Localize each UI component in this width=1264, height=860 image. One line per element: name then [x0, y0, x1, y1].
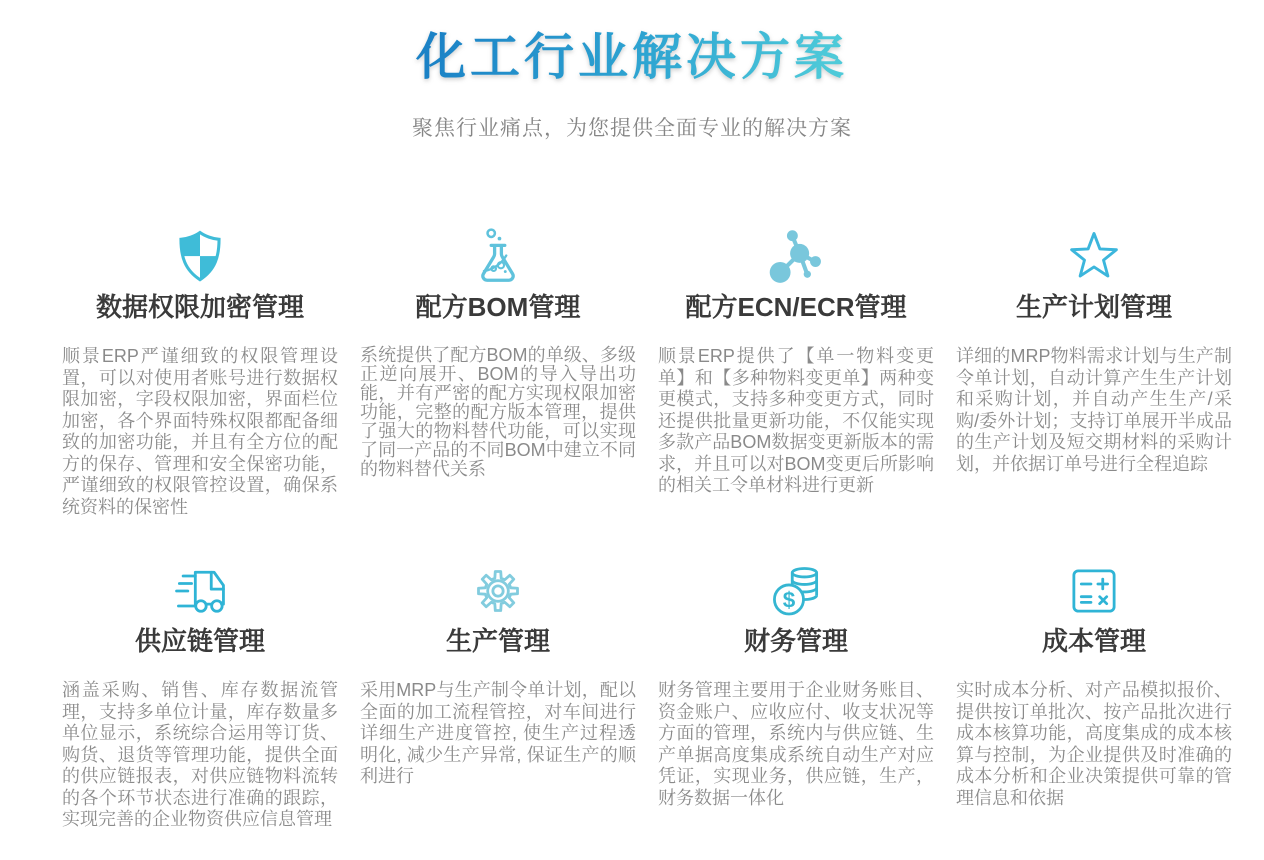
feature-card-finance: [658, 558, 934, 831]
feature-description: 财务管理主要用于企业财务账目、资金账户、应收应付、收支状况等方面的管理，系统内与供应链、生产单据高度集成系统自动生产对应凭证，实现业务，供应链，生产，财务数据一体化: [658, 680, 934, 808]
flask-icon: [360, 224, 636, 290]
feature-description: 顺景ERP严谨细致的权限管理设置，可以对使用者账号进行数据权限加密，字段权限加密，界面栏位加密，各个界面特殊权限都配备细致的加密功能，并且有全方位的配方的保存、管理和安全保密功能，严谨细致的权限管控设置，确保系统资料的保密性: [62, 346, 338, 517]
feature-title: 生产计划管理: [1015, 292, 1172, 322]
feature-description: 系统提供了配方BOM的单级、多级正逆向展开、BOM的导入导出功能，并有严密的配方实现权限加密功能，完整的配方版本管理，提供了强大的物料替代功能，可以实现了同一产品的不同BOM中建立不同的物料替代关系: [360, 345, 636, 479]
feature-grid: [62, 224, 1232, 831]
svg-text:$: $: [782, 587, 796, 613]
molecule-icon: [658, 224, 934, 290]
feature-card-ecn-ecr: [658, 224, 934, 518]
feature-description: 顺景ERP提供了【单一物料变更单】和【多种物料变更单】两种变更模式，支持多种变更方式，同时还提供批量更新功能，不仅能实现多款产品BOM数据变更新版本的需求，并且可以对BOM变更后所影响的相关工令单材料进行更新: [658, 346, 934, 495]
coins-icon: [658, 558, 934, 624]
truck-icon: [62, 558, 338, 624]
feature-title: 配方ECN/ECR管理: [685, 292, 907, 322]
page-header: [0, 0, 1264, 142]
calculator-icon: [956, 558, 1232, 624]
feature-card-production: [360, 558, 636, 831]
feature-title: 数据权限加密管理: [95, 292, 304, 322]
feature-title: 配方BOM管理: [415, 292, 581, 322]
feature-card-data-permission: [62, 224, 338, 518]
feature-description: 采用MRP与生产制令单计划，配以全面的加工流程管控，对车间进行详细生产进度管控, 使生产过程透明化, 减少生产异常, 保证生产的顺利进行: [360, 680, 636, 786]
feature-description: 涵盖采购、销售、库存数据流管理，支持多单位计量，库存数量多单位显示，系统综合运用等订货、购货、退货等管理功能，提供全面的供应链报表，对供应链物料流转的各个环节状态进行准确的跟踪，实现完善的企业物资供应信息管理: [62, 680, 338, 829]
feature-description: 实时成本分析、对产品模拟报价、提供按订单批次、按产品批次进行成本核算功能，高度集成的成本核算与控制，为企业提供及时准确的成本分析和企业决策提供可靠的管理信息和依据: [956, 680, 1232, 808]
feature-card-production-plan: [956, 224, 1232, 518]
page-subtitle: 聚焦行业痛点，为您提供全面专业的解决方案: [412, 117, 852, 140]
feature-card-cost: [956, 558, 1232, 831]
feature-card-bom: [360, 224, 636, 518]
gear-icon: [360, 558, 636, 624]
feature-title: 供应链管理: [134, 626, 265, 656]
feature-title: 成本管理: [1041, 626, 1146, 656]
shield-icon: [62, 224, 338, 290]
feature-title: 财务管理: [743, 626, 848, 656]
feature-card-supply-chain: [62, 558, 338, 831]
star-icon: [956, 224, 1232, 290]
feature-title: 生产管理: [445, 626, 550, 656]
feature-description: 详细的MRP物料需求计划与生产制令单计划，自动计算产生生产计划和采购计划，并自动产生生产/采购/委外计划；支持订单展开半成品的生产计划及短交期材料的采购计划，并依据订单号进行全程追踪: [956, 346, 1232, 474]
page-title: 化工行业解决方案: [416, 26, 848, 88]
